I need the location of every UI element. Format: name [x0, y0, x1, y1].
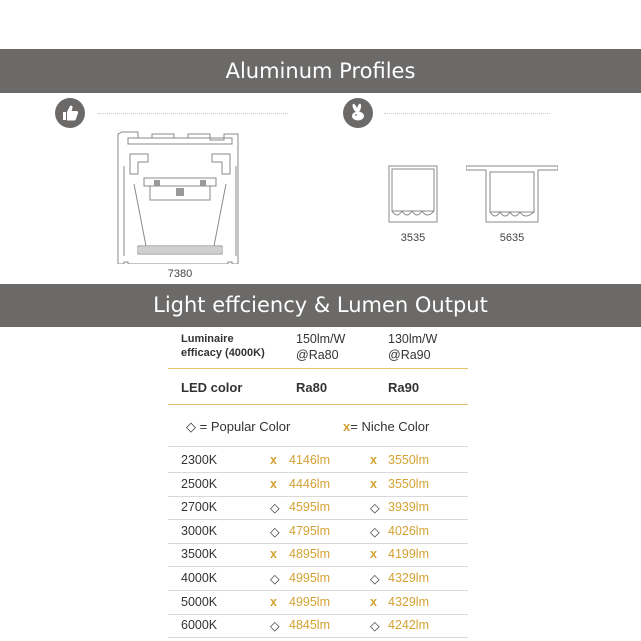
col2-header: Ra90	[388, 380, 420, 395]
x-icon: x	[370, 547, 377, 561]
diamond-icon: ◇	[270, 619, 280, 633]
row-divider	[168, 590, 468, 591]
col2-efficacy: 130lm/W @Ra90	[388, 332, 438, 362]
thumbs-up-icon	[55, 98, 85, 128]
diamond-icon: ◇	[270, 525, 280, 539]
profile-7380-drawing	[114, 126, 246, 264]
profile-3535-drawing	[388, 165, 438, 223]
ra80-lumen: 4146lm	[289, 453, 330, 467]
x-icon: x	[343, 419, 351, 434]
legend-niche: x= Niche Color	[343, 419, 430, 434]
divider-line	[98, 113, 288, 114]
row-divider	[168, 543, 468, 544]
ra90-lumen: 4329lm	[388, 571, 429, 585]
ra90-lumen: 3939lm	[388, 500, 429, 514]
divider-line	[168, 404, 468, 405]
diamond-icon: ◇	[370, 572, 380, 586]
divider-line	[384, 113, 550, 114]
x-icon: x	[270, 453, 277, 467]
ra90-lumen: 4026lm	[388, 524, 429, 538]
diamond-icon: ◇	[370, 619, 380, 633]
x-icon: x	[270, 595, 277, 609]
profile-5635-drawing	[466, 164, 558, 224]
x-icon: x	[370, 453, 377, 467]
diamond-icon: ◇	[270, 501, 280, 515]
diamond-icon: ◇	[186, 419, 196, 434]
section-title: Aluminum Profiles	[225, 59, 416, 83]
divider-line	[168, 368, 468, 369]
profile-label: 5635	[499, 232, 525, 244]
row-divider	[168, 496, 468, 497]
divider-line	[168, 446, 468, 447]
col1-header: Ra80	[296, 380, 328, 395]
legend-popular: ◇ = Popular Color	[186, 419, 291, 434]
cct-value: 3500K	[181, 547, 218, 561]
cct-value: 4000K	[181, 571, 218, 585]
profile-label: 7380	[167, 268, 193, 280]
efficacy-label: Luminaire efficacy (4000K)	[181, 333, 265, 359]
cct-value: 5000K	[181, 595, 218, 609]
ra90-lumen: 4242lm	[388, 618, 429, 632]
bunny-icon	[343, 98, 373, 128]
x-icon: x	[270, 477, 277, 491]
col1-efficacy: 150lm/W @Ra80	[296, 332, 346, 362]
diamond-icon: ◇	[270, 572, 280, 586]
ra80-lumen: 4895lm	[289, 547, 330, 561]
x-icon: x	[370, 595, 377, 609]
ra80-lumen: 4845lm	[289, 618, 330, 632]
row-divider	[168, 472, 468, 473]
diamond-icon: ◇	[370, 525, 380, 539]
ra80-lumen: 4995lm	[289, 571, 330, 585]
diamond-icon: ◇	[370, 501, 380, 515]
section-title: Light effciency & Lumen Output	[153, 293, 488, 317]
cct-value: 3000K	[181, 524, 218, 538]
cct-value: 2700K	[181, 500, 218, 514]
aluminum-profiles-banner	[0, 49, 641, 93]
ra90-lumen: 3550lm	[388, 453, 429, 467]
row-divider	[168, 614, 468, 615]
led-color-label: LED color	[181, 380, 243, 395]
ra80-lumen: 4795lm	[289, 524, 330, 538]
light-efficiency-banner	[0, 284, 641, 327]
ra90-lumen: 3550lm	[388, 477, 429, 491]
ra80-lumen: 4995lm	[289, 595, 330, 609]
x-icon: x	[370, 477, 377, 491]
row-divider	[168, 637, 468, 638]
cct-value: 6000K	[181, 618, 218, 632]
profile-label: 3535	[400, 232, 426, 244]
cct-value: 2500K	[181, 477, 218, 491]
ra90-lumen: 4199lm	[388, 547, 429, 561]
ra90-lumen: 4329lm	[388, 595, 429, 609]
x-icon: x	[270, 547, 277, 561]
row-divider	[168, 566, 468, 567]
ra80-lumen: 4595lm	[289, 500, 330, 514]
cct-value: 2300K	[181, 453, 218, 467]
ra80-lumen: 4446lm	[289, 477, 330, 491]
row-divider	[168, 519, 468, 520]
